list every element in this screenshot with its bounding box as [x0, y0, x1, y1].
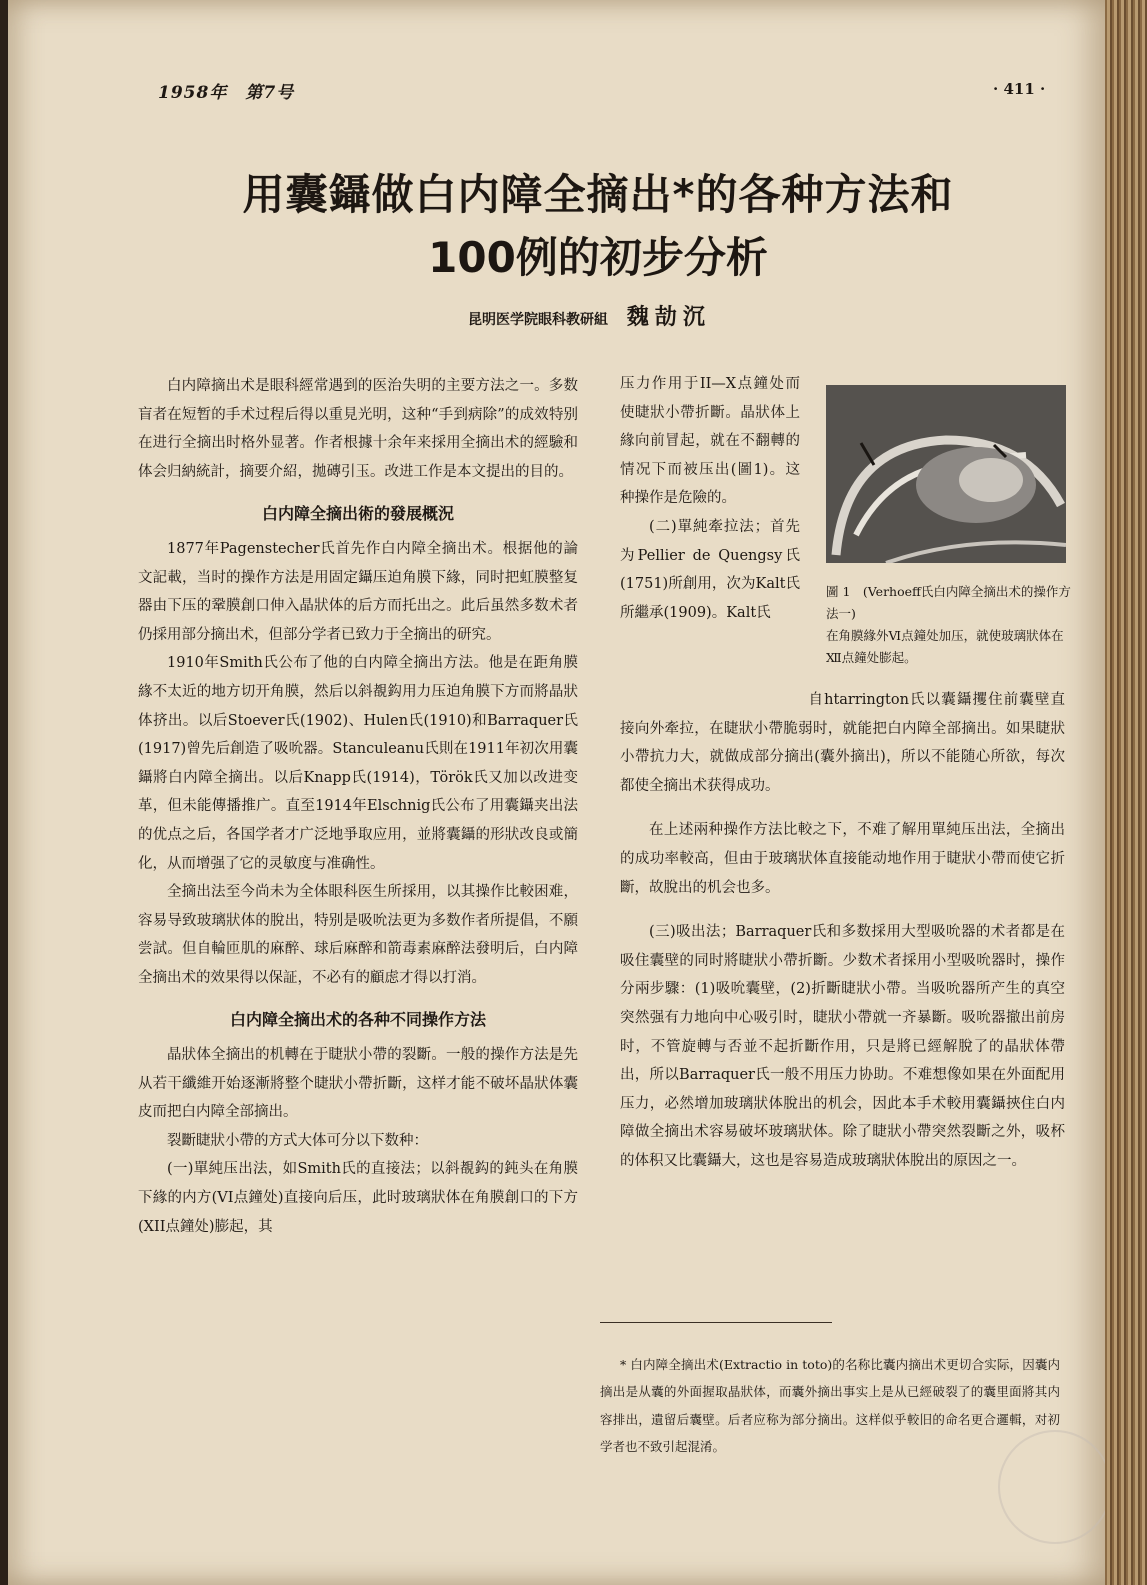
author-line [468, 300, 711, 331]
caption-text: 在角膜緣外Ⅵ点鐘处加压，就使玻璃狀体在Ⅻ点鐘处膨起。 [826, 628, 1064, 665]
right-column-wide [620, 686, 1065, 1176]
paragraph: 自htarrington氏以囊鑷攫住前囊壁直接向外牽拉，在睫狀小帶脆弱时，就能把白内障全部摘出。如果睫狀小帶抗力大，就做成部分摘出(囊外摘出)，所以不能随心所欲，每次都使全摘出术获得成功。 [620, 692, 1065, 794]
paragraph: 压力作用于II—X点鐘处而使睫狀小帶折斷。晶狀体上緣向前冒起，就在不翻轉的情况下而被压出(圖1)。这种操作是危險的。 [620, 376, 800, 507]
paragraph: 裂斷睫狀小帶的方式大体可分以下数种： [167, 1132, 428, 1149]
page-number: · 411 · [993, 80, 1046, 98]
library-stamp-watermark [998, 1430, 1112, 1544]
paragraph: (二)單純牽拉法；首先为Pellier de Quengsy氏(1751)所創用，次为Kalt氏所繼承(1909)。Kalt氏 [620, 518, 800, 621]
eye-surgery-illustration [826, 385, 1066, 563]
right-column-narrow [620, 370, 800, 627]
paragraph: (三)吸出法；Barraquer氏和多数採用大型吸吮器的术者都是在吸住囊壁的同时將睫狀小帶折斷。少数术者採用小型吸吮器时，操作分兩步驟：(1)吸吮囊壁，(2)折斷睫狀小帶。当吸吮器所产生的真空突然强有力地向中心吸引时，睫狀小帶就一齐暴斷。吸吮器撤出前房时，不管旋轉与否並不起折斷作用，只是將已經解脫了的晶狀体帶出，所以Barraquer氏一般不用压力协助。不难想像如果在外面配用压力，必然增加玻璃狀体脫出的机会，因此本手术較用囊鑷挾住白内障做全摘出术容易破坏玻璃狀体。除了睫狀小帶突然裂斷之外，吸杯的体积又比囊鑷大，这也是容易造成玻璃狀体脫出的原因之一。 [620, 924, 1065, 1169]
paragraph: 在上述兩种操作方法比較之下，不难了解用單純压出法，全摘出的成功率較高，但由于玻璃狀体直接能动地作用于睫狀小帶而使它折斷，故脫出的机会也多。 [620, 822, 1065, 896]
journal-issue: 1958年 第7号 [158, 83, 295, 103]
footnote [600, 1338, 1060, 1473]
article-title-line1: 用囊鑷做白内障全摘出*的各种方法和 [242, 170, 954, 219]
journal-page [8, 0, 1108, 1585]
author-affiliation: 昆明医学院眼科教研組 [468, 312, 608, 328]
figure-1-photo [826, 385, 1066, 563]
footnote-text: * 白内障全摘出术(Extractio in toto)的名称比囊内摘出术更切合实际，因囊内摘出是从囊的外面握取晶狀体，而囊外摘出事实上是从已經破裂了的囊里面將其内容排出，遺留后囊壁。后者应称为部分摘出。这样似乎較旧的命名更合邏輯，对初学者也不致引起混淆。 [600, 1356, 1060, 1454]
paragraph: 1877年Pagenstecher氏首先作白内障全摘出术。根据他的論文記載，当时的操作方法是用固定鑷压迫角膜下緣，同时把虹膜整复器由下压的鞏膜創口伸入晶狀体的后方而托出之。此后虽然多数术者仍採用部分摘出术，但部分学者已致力于全摘出的研究。 [138, 540, 578, 643]
paragraph: (一)單純压出法，如Smith氏的直接法；以斜覩鈎的鈍头在角膜下緣的内方(VI点鐘处)直接向后压，此时玻璃狀体在角膜創口的下方(XII点鐘处)膨起，其 [138, 1161, 578, 1235]
book-page-edges [1105, 0, 1147, 1585]
paragraph: 1910年Smith氏公布了他的白内障全摘出方法。他是在距角膜緣不太近的地方切开角膜，然后以斜覩鈎用力压迫角膜下方而將晶狀体挤出。以后Stoever氏(1902)、Hulen氏(1910)和Barraquer氏(1917)曾先后創造了吸吮器。Stanculeanu氏則在1911年初次用囊鑷將白内障全摘出。以后Knapp氏(1914)，Török氏又加以改进变革，但未能傳播推广。直至1914年Elschnig氏公布了用囊鑷夹出法的优点之后，各国学者才广泛地爭取应用，並將囊鑷的形狀改良或簡化，从而增强了它的灵敏度与准确性。 [138, 655, 578, 872]
section-heading-methods: 白内障全摘出术的各种不同操作方法 [229, 1010, 486, 1030]
figure-caption [826, 581, 1071, 669]
caption-title: 圖 1 (Verhoeff氏白内障全摘出术的操作方法一) [826, 584, 1071, 621]
left-column [138, 372, 578, 1241]
paragraph: 全摘出法至今尚未为全体眼科医生所採用，以其操作比較困难，容易导致玻璃狀体的脫出，特别是吸吮法更为多数作者所提倡，不願尝試。但自輪匝肌的麻醉、球后麻醉和箭毒素麻醉法發明后，白内障全摘出术的效果得以保証，不必有的顧虑才得以打消。 [138, 884, 578, 986]
author-name: 魏劼沉 [626, 305, 711, 330]
footnote-divider [600, 1322, 832, 1323]
section-heading-history: 白内障全摘出術的發展概況 [261, 504, 454, 524]
abstract: 白内障摘出术是眼科經常遇到的医治失明的主要方法之一。多数盲者在短暂的手术过程后得以重見光明，这种“手到病除”的成效特别在进行全摘出时格外显著。作者根據十余年来採用全摘出术的經驗和体会归納統計，摘要介紹，拋磚引玉。改进工作是本文提出的目的。 [138, 378, 578, 480]
article-title-line2: 100例的初步分析 [428, 233, 768, 282]
paragraph: 晶狀体全摘出的机轉在于睫狀小帶的裂斷。一般的操作方法是先从若干纖維开始逐漸將整个睫狀小帶折斷，这样才能不破坏晶狀体囊皮而把白内障全部摘出。 [138, 1047, 578, 1121]
